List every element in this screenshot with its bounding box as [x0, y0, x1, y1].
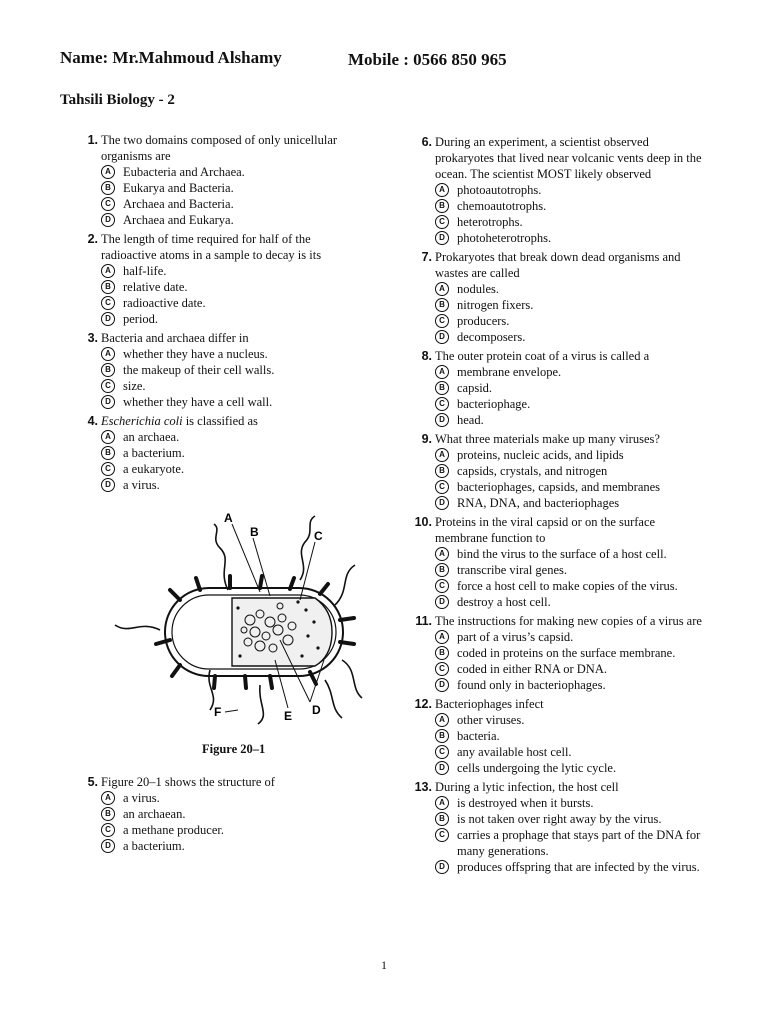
question-stem: The length of time required for half of the radioactive atoms in a sample to decay is its	[101, 232, 322, 262]
option-text: a virus.	[123, 478, 160, 492]
option-text: capsid.	[457, 381, 493, 395]
option-text: a bacterium.	[123, 839, 185, 853]
question-number: 12.	[414, 697, 432, 711]
question-item	[410, 348, 710, 428]
answer-option[interactable]	[435, 447, 710, 463]
option-letter-bubble[interactable]: D	[435, 330, 449, 344]
option-letter-bubble[interactable]: C	[435, 314, 449, 328]
question-number: 11.	[415, 614, 432, 628]
figure-label-b: B	[250, 525, 259, 539]
option-text: destroy a host cell.	[457, 595, 551, 609]
option-letter-bubble[interactable]: B	[435, 729, 449, 743]
option-text: whether they have a cell wall.	[123, 395, 273, 409]
answer-option[interactable]	[101, 180, 366, 196]
option-letter-bubble[interactable]: B	[101, 807, 115, 821]
answer-option[interactable]	[435, 380, 710, 396]
option-text: a methane producer.	[123, 823, 224, 837]
answer-option[interactable]	[101, 806, 366, 822]
left-column	[76, 132, 366, 496]
answer-option[interactable]	[101, 311, 366, 327]
answer-option[interactable]	[435, 712, 710, 728]
option-letter-bubble[interactable]: D	[435, 678, 449, 692]
cell-interior	[232, 598, 332, 666]
option-letter-bubble[interactable]: D	[101, 312, 115, 326]
option-text: found only in bacteriophages.	[457, 678, 606, 692]
question-number: 9.	[421, 432, 432, 446]
question-item	[410, 779, 710, 875]
option-letter-bubble[interactable]: D	[101, 478, 115, 492]
question-stem-text: is classified as	[182, 414, 258, 428]
option-text: the makeup of their cell walls.	[123, 363, 275, 377]
question-5	[76, 774, 366, 854]
question-stem: What three materials make up many viruses?	[435, 432, 660, 446]
option-text: bacteriophage.	[457, 397, 531, 411]
question-stem: During an experiment, a scientist observed prokaryotes that lived near volcanic vents deep in the ocean. The scientist MOST likely observed	[435, 135, 702, 181]
option-text: is not taken over right away by the virus.	[457, 812, 662, 826]
question-item	[76, 774, 366, 854]
option-letter-bubble[interactable]: D	[435, 413, 449, 427]
option-letter-bubble[interactable]: D	[435, 231, 449, 245]
option-text: part of a virus’s capsid.	[457, 630, 574, 644]
option-text: heterotrophs.	[457, 215, 523, 229]
option-letter-bubble[interactable]: C	[435, 215, 449, 229]
option-text: nitrogen fixers.	[457, 298, 534, 312]
mobile-number: Mobile : 0566 850 965	[348, 50, 507, 69]
option-text: relative date.	[123, 280, 188, 294]
option-text: bind the virus to the surface of a host cell.	[457, 547, 667, 561]
question-stem: Prokaryotes that break down dead organisms and wastes are called	[435, 250, 681, 280]
option-letter-bubble[interactable]: A	[435, 630, 449, 644]
answer-option[interactable]	[435, 645, 710, 661]
option-text: force a host cell to make copies of the virus.	[457, 579, 678, 593]
question-stem: During a lytic infection, the host cell	[435, 780, 619, 794]
answer-option[interactable]	[435, 230, 710, 246]
answer-option[interactable]	[101, 295, 366, 311]
question-item	[410, 696, 710, 776]
answer-option[interactable]	[435, 811, 710, 827]
figure-label-a: A	[224, 511, 233, 525]
answer-option[interactable]	[101, 838, 366, 854]
option-text: coded in proteins on the surface membrane.	[457, 646, 676, 660]
option-letter-bubble[interactable]: C	[435, 662, 449, 676]
question-number: 6.	[421, 135, 432, 149]
option-text: is destroyed when it bursts.	[457, 796, 594, 810]
answer-option[interactable]	[101, 477, 366, 493]
question-number: 5.	[87, 775, 98, 789]
option-text: produces offspring that are infected by the virus.	[457, 860, 700, 874]
figure-label-c: C	[314, 529, 323, 543]
answer-option[interactable]	[101, 212, 366, 228]
answer-option[interactable]	[435, 677, 710, 693]
option-letter-bubble[interactable]: B	[101, 363, 115, 377]
question-number: 13.	[414, 780, 432, 794]
answer-option[interactable]	[101, 263, 366, 279]
option-letter-bubble[interactable]: A	[435, 448, 449, 462]
option-letter-bubble[interactable]: A	[435, 183, 449, 197]
option-letter-bubble[interactable]: A	[101, 430, 115, 444]
option-text: size.	[123, 379, 146, 393]
option-letter-bubble[interactable]: D	[101, 213, 115, 227]
option-letter-bubble[interactable]: A	[101, 264, 115, 278]
question-item	[76, 132, 366, 228]
option-letter-bubble[interactable]: B	[101, 280, 115, 294]
answer-option[interactable]	[435, 281, 710, 297]
answer-option[interactable]	[435, 396, 710, 412]
option-letter-bubble[interactable]: B	[435, 563, 449, 577]
answer-option[interactable]	[435, 578, 710, 594]
option-letter-bubble[interactable]: A	[435, 547, 449, 561]
answer-option[interactable]	[435, 297, 710, 313]
option-text: bacteriophages, capsids, and membranes	[457, 480, 661, 494]
answer-option[interactable]	[435, 329, 710, 345]
answer-option[interactable]	[101, 362, 366, 378]
option-letter-bubble[interactable]: B	[435, 646, 449, 660]
option-text: period.	[123, 312, 159, 326]
answer-option[interactable]	[101, 429, 366, 445]
option-text: bacteria.	[457, 729, 500, 743]
option-text: head.	[457, 413, 484, 427]
answer-option[interactable]	[101, 790, 366, 806]
option-text: a virus.	[123, 791, 160, 805]
answer-option[interactable]	[435, 495, 710, 511]
option-letter-bubble[interactable]: C	[435, 579, 449, 593]
option-text: half-life.	[123, 264, 167, 278]
option-text: Eukarya and Bacteria.	[123, 181, 234, 195]
question-stem: Proteins in the viral capsid or on the surface membrane function to	[435, 515, 656, 545]
option-text: photoautotrophs.	[457, 183, 542, 197]
answer-option[interactable]	[101, 378, 366, 394]
question-stem: Bacteria and archaea differ in	[101, 331, 249, 345]
option-text: transcribe viral genes.	[457, 563, 568, 577]
option-letter-bubble[interactable]: B	[435, 381, 449, 395]
answer-option[interactable]	[435, 795, 710, 811]
question-stem: The instructions for making new copies of a virus are	[435, 614, 702, 628]
option-text: any available host cell.	[457, 745, 572, 759]
question-item	[410, 514, 710, 610]
option-letter-bubble[interactable]: D	[435, 761, 449, 775]
option-text: Eubacteria and Archaea.	[123, 165, 245, 179]
right-column	[410, 134, 710, 878]
teacher-name: Name: Mr.Mahmoud Alshamy	[60, 48, 282, 67]
question-item	[410, 613, 710, 693]
answer-option[interactable]	[435, 562, 710, 578]
question-item	[410, 249, 710, 345]
answer-option[interactable]	[435, 744, 710, 760]
option-text: Archaea and Bacteria.	[123, 197, 234, 211]
answer-option[interactable]	[101, 394, 366, 410]
question-item	[76, 413, 366, 493]
question-number: 7.	[421, 250, 432, 264]
option-text: an archaean.	[123, 807, 186, 821]
option-letter-bubble[interactable]: C	[101, 462, 115, 476]
figure-label-e: E	[284, 709, 293, 723]
option-letter-bubble[interactable]: A	[101, 165, 115, 179]
question-number: 3.	[87, 331, 98, 345]
question-item	[76, 330, 366, 410]
option-letter-bubble[interactable]: A	[435, 282, 449, 296]
option-letter-bubble[interactable]: B	[435, 199, 449, 213]
option-text: a eukaryote.	[123, 462, 185, 476]
figure-label-f: F	[214, 705, 222, 719]
option-letter-bubble[interactable]: A	[435, 365, 449, 379]
option-text: chemoautotrophs.	[457, 199, 547, 213]
figure-caption: Figure 20–1	[202, 742, 266, 756]
option-text: other viruses.	[457, 713, 525, 727]
option-letter-bubble[interactable]: D	[435, 595, 449, 609]
option-text: an archaea.	[123, 430, 180, 444]
answer-option[interactable]	[435, 198, 710, 214]
option-letter-bubble[interactable]: C	[101, 379, 115, 393]
option-text: a bacterium.	[123, 446, 185, 460]
option-letter-bubble[interactable]: C	[435, 397, 449, 411]
option-letter-bubble[interactable]: C	[101, 296, 115, 310]
option-text: radioactive date.	[123, 296, 206, 310]
answer-option[interactable]	[435, 182, 710, 198]
answer-option[interactable]	[435, 546, 710, 562]
answer-option[interactable]	[435, 594, 710, 610]
option-letter-bubble[interactable]: B	[435, 298, 449, 312]
answer-option[interactable]	[435, 412, 710, 428]
answer-option[interactable]	[101, 346, 366, 362]
option-letter-bubble[interactable]: D	[435, 860, 449, 874]
question-stem: Figure 20–1 shows the structure of	[101, 775, 275, 789]
question-item	[410, 431, 710, 511]
question-number: 8.	[421, 349, 432, 363]
option-letter-bubble[interactable]: A	[435, 796, 449, 810]
option-letter-bubble[interactable]: D	[435, 496, 449, 510]
option-text: decomposers.	[457, 330, 526, 344]
option-letter-bubble[interactable]: C	[435, 828, 449, 842]
answer-option[interactable]	[101, 445, 366, 461]
option-text: cells undergoing the lytic cycle.	[457, 761, 617, 775]
option-letter-bubble[interactable]: D	[101, 395, 115, 409]
answer-option[interactable]	[435, 463, 710, 479]
option-letter-bubble[interactable]: B	[435, 464, 449, 478]
answer-option[interactable]	[435, 859, 710, 875]
answer-option[interactable]	[435, 364, 710, 380]
question-item	[76, 231, 366, 327]
option-text: membrane envelope.	[457, 365, 562, 379]
answer-option[interactable]	[101, 164, 366, 180]
option-text: nodules.	[457, 282, 500, 296]
option-letter-bubble[interactable]: A	[101, 347, 115, 361]
option-text: capsids, crystals, and nitrogen	[457, 464, 608, 478]
option-text: Archaea and Eukarya.	[123, 213, 234, 227]
answer-option[interactable]	[101, 461, 366, 477]
option-letter-bubble[interactable]: C	[435, 745, 449, 759]
question-number: 10.	[414, 515, 432, 529]
page-number: 1	[381, 958, 387, 972]
option-text: whether they have a nucleus.	[123, 347, 268, 361]
question-stem	[101, 413, 366, 429]
question-number: 1.	[87, 133, 98, 147]
answer-option[interactable]	[435, 214, 710, 230]
answer-option[interactable]	[435, 629, 710, 645]
option-letter-bubble[interactable]: C	[435, 480, 449, 494]
answer-option[interactable]	[435, 479, 710, 495]
option-letter-bubble[interactable]: D	[101, 839, 115, 853]
bacterium-figure	[110, 510, 370, 730]
question-number: 4.	[87, 414, 98, 428]
answer-option[interactable]	[435, 760, 710, 776]
question-stem: The two domains composed of only unicellular organisms are	[101, 133, 338, 163]
option-text: coded in either RNA or DNA.	[457, 662, 607, 676]
answer-option[interactable]	[101, 822, 366, 838]
option-text: carries a prophage that stays part of the DNA for many generations.	[457, 828, 701, 858]
question-stem: Bacteriophages infect	[435, 697, 544, 711]
option-letter-bubble[interactable]: A	[101, 791, 115, 805]
option-letter-bubble[interactable]: C	[101, 197, 115, 211]
option-text: RNA, DNA, and bacteriophages	[457, 496, 620, 510]
option-letter-bubble[interactable]: B	[435, 812, 449, 826]
answer-option[interactable]	[101, 196, 366, 212]
option-letter-bubble[interactable]: A	[435, 713, 449, 727]
question-stem: The outer protein coat of a virus is called a	[435, 349, 650, 363]
option-letter-bubble[interactable]: B	[101, 181, 115, 195]
figure-label-d: D	[312, 703, 321, 717]
option-text: producers.	[457, 314, 510, 328]
answer-option[interactable]	[101, 279, 366, 295]
option-text: photoheterotrophs.	[457, 231, 552, 245]
question-stem-italic: Escherichia coli	[101, 414, 183, 428]
answer-option[interactable]	[435, 728, 710, 744]
question-number: 2.	[87, 232, 98, 246]
answer-option[interactable]	[435, 827, 710, 859]
question-item	[410, 134, 710, 246]
option-text: proteins, nucleic acids, and lipids	[457, 448, 624, 462]
answer-option[interactable]	[435, 661, 710, 677]
option-letter-bubble[interactable]: B	[101, 446, 115, 460]
option-letter-bubble[interactable]: C	[101, 823, 115, 837]
answer-option[interactable]	[435, 313, 710, 329]
worksheet-title: Tahsili Biology - 2	[60, 92, 175, 108]
